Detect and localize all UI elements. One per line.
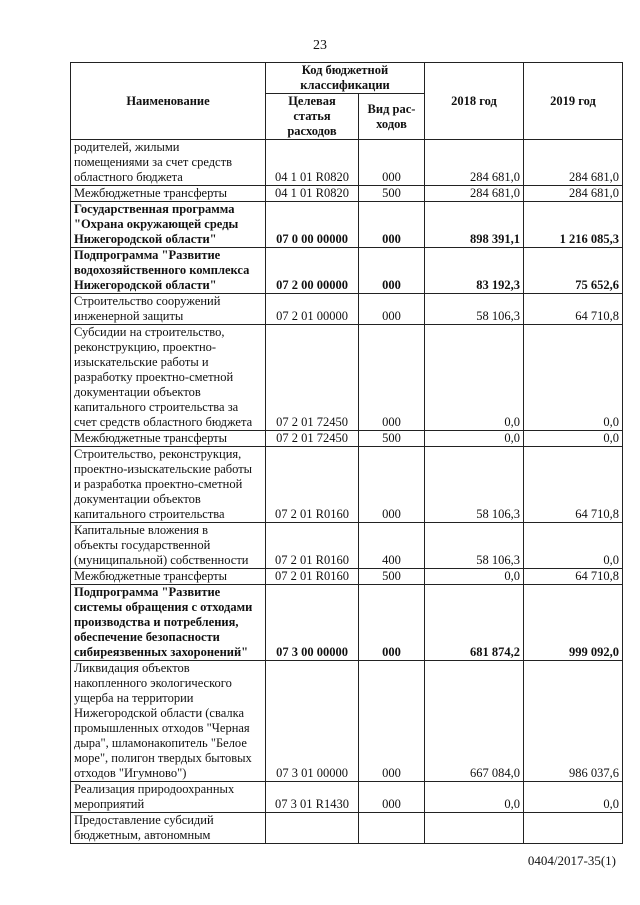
row-target-article: 04 1 01 R0820	[266, 186, 359, 202]
row-name: Субсидии на строительство, реконструкцию, проектно- изыскательские работы и разработку проектно-сметной документации объектов капитального строительства за счет средств областного бюджета	[71, 325, 266, 431]
row-name: Подпрограмма "Развитие системы обращения с отходами производства и потребления, обеспечение безопасности сибиреязвенных захоронений"	[71, 585, 266, 661]
row-expense-type: 500	[359, 431, 425, 447]
row-amount-2019: 75 652,6	[524, 248, 623, 294]
row-amount-2018: 58 106,3	[425, 294, 524, 325]
row-name: Государственная программа "Охрана окружающей среды Нижегородской области"	[71, 202, 266, 248]
row-amount-2018: 667 084,0	[425, 661, 524, 782]
table-row	[71, 140, 623, 186]
header-expense-type: Вид рас-ходов	[359, 94, 425, 140]
row-expense-type: 000	[359, 661, 425, 782]
row-amount-2018: 58 106,3	[425, 523, 524, 569]
row-amount-2018: 0,0	[425, 325, 524, 431]
row-amount-2019: 0,0	[524, 523, 623, 569]
row-expense-type: 000	[359, 325, 425, 431]
row-amount-2019: 1 216 085,3	[524, 202, 623, 248]
header-year-2019: 2019 год	[524, 63, 623, 140]
table-row	[71, 661, 623, 782]
table-row	[71, 325, 623, 431]
row-expense-type: 500	[359, 186, 425, 202]
table-row	[71, 294, 623, 325]
row-name: Межбюджетные трансферты	[71, 186, 266, 202]
row-target-article: 07 2 01 72450	[266, 431, 359, 447]
row-amount-2019	[524, 813, 623, 844]
row-name: Строительство, реконструкция, проектно-изыскательские работы и разработка проектно-сметной документации объектов капитального строительства	[71, 447, 266, 523]
row-expense-type: 400	[359, 523, 425, 569]
row-amount-2018: 0,0	[425, 569, 524, 585]
row-amount-2019: 64 710,8	[524, 294, 623, 325]
row-target-article: 04 1 01 R0820	[266, 140, 359, 186]
row-expense-type: 000	[359, 782, 425, 813]
table-header	[71, 63, 623, 140]
row-amount-2018: 58 106,3	[425, 447, 524, 523]
row-amount-2019: 284 681,0	[524, 186, 623, 202]
row-amount-2018: 83 192,3	[425, 248, 524, 294]
row-name: Межбюджетные трансферты	[71, 431, 266, 447]
table-row	[71, 202, 623, 248]
table-row	[71, 186, 623, 202]
row-target-article: 07 2 01 R0160	[266, 447, 359, 523]
row-target-article: 07 2 01 00000	[266, 294, 359, 325]
table-row	[71, 782, 623, 813]
table-row	[71, 585, 623, 661]
row-name: Межбюджетные трансферты	[71, 569, 266, 585]
row-expense-type: 000	[359, 447, 425, 523]
row-name: Капитальные вложения в объекты государственной (муниципальной) собственности	[71, 523, 266, 569]
header-name: Наименование	[71, 63, 266, 140]
row-amount-2018: 284 681,0	[425, 140, 524, 186]
page-number: 23	[313, 38, 327, 53]
row-target-article: 07 3 00 00000	[266, 585, 359, 661]
row-target-article: 07 3 01 R1430	[266, 782, 359, 813]
row-expense-type: 500	[359, 569, 425, 585]
table-row	[71, 813, 623, 844]
row-name: Реализация природоохранных мероприятий	[71, 782, 266, 813]
row-amount-2019: 64 710,8	[524, 447, 623, 523]
row-amount-2019: 986 037,6	[524, 661, 623, 782]
table-row	[71, 431, 623, 447]
row-name: Ликвидация объектов накопленного экологического ущерба на территории Нижегородской области (свалка промышленных отходов "Черная дыра", шламонакопитель "Белое море", полигон твердых бытовых отходов "Игумново")	[71, 661, 266, 782]
table-row	[71, 248, 623, 294]
header-target-article: Целевая статья расходов	[266, 94, 359, 140]
row-amount-2018: 898 391,1	[425, 202, 524, 248]
row-name: Строительство сооружений инженерной защиты	[71, 294, 266, 325]
header-year-2018: 2018 год	[425, 63, 524, 140]
row-amount-2018: 0,0	[425, 782, 524, 813]
row-target-article: 07 2 01 R0160	[266, 523, 359, 569]
row-name: Подпрограмма "Развитие водохозяйственного комплекса Нижегородской области"	[71, 248, 266, 294]
row-target-article	[266, 813, 359, 844]
row-expense-type	[359, 813, 425, 844]
row-amount-2019: 64 710,8	[524, 569, 623, 585]
table-row	[71, 569, 623, 585]
table-row	[71, 523, 623, 569]
row-target-article: 07 0 00 00000	[266, 202, 359, 248]
row-target-article: 07 3 01 00000	[266, 661, 359, 782]
row-expense-type: 000	[359, 585, 425, 661]
row-expense-type: 000	[359, 248, 425, 294]
row-target-article: 07 2 01 R0160	[266, 569, 359, 585]
header-classification: Код бюджетной классификации	[266, 63, 425, 94]
row-amount-2018: 284 681,0	[425, 186, 524, 202]
row-amount-2018: 0,0	[425, 431, 524, 447]
row-target-article: 07 2 00 00000	[266, 248, 359, 294]
row-amount-2019: 999 092,0	[524, 585, 623, 661]
row-amount-2018	[425, 813, 524, 844]
row-amount-2019: 284 681,0	[524, 140, 623, 186]
document-code: 0404/2017-35(1)	[527, 853, 616, 868]
row-expense-type: 000	[359, 140, 425, 186]
row-expense-type: 000	[359, 294, 425, 325]
row-target-article: 07 2 01 72450	[266, 325, 359, 431]
row-amount-2019: 0,0	[524, 325, 623, 431]
table-body	[71, 140, 623, 844]
row-name: Предоставление субсидий бюджетным, автономным	[71, 813, 266, 844]
row-amount-2019: 0,0	[524, 782, 623, 813]
row-name: родителей, жилыми помещениями за счет средств областного бюджета	[71, 140, 266, 186]
budget-table	[70, 62, 623, 844]
row-amount-2018: 681 874,2	[425, 585, 524, 661]
table-row	[71, 447, 623, 523]
row-expense-type: 000	[359, 202, 425, 248]
row-amount-2019: 0,0	[524, 431, 623, 447]
